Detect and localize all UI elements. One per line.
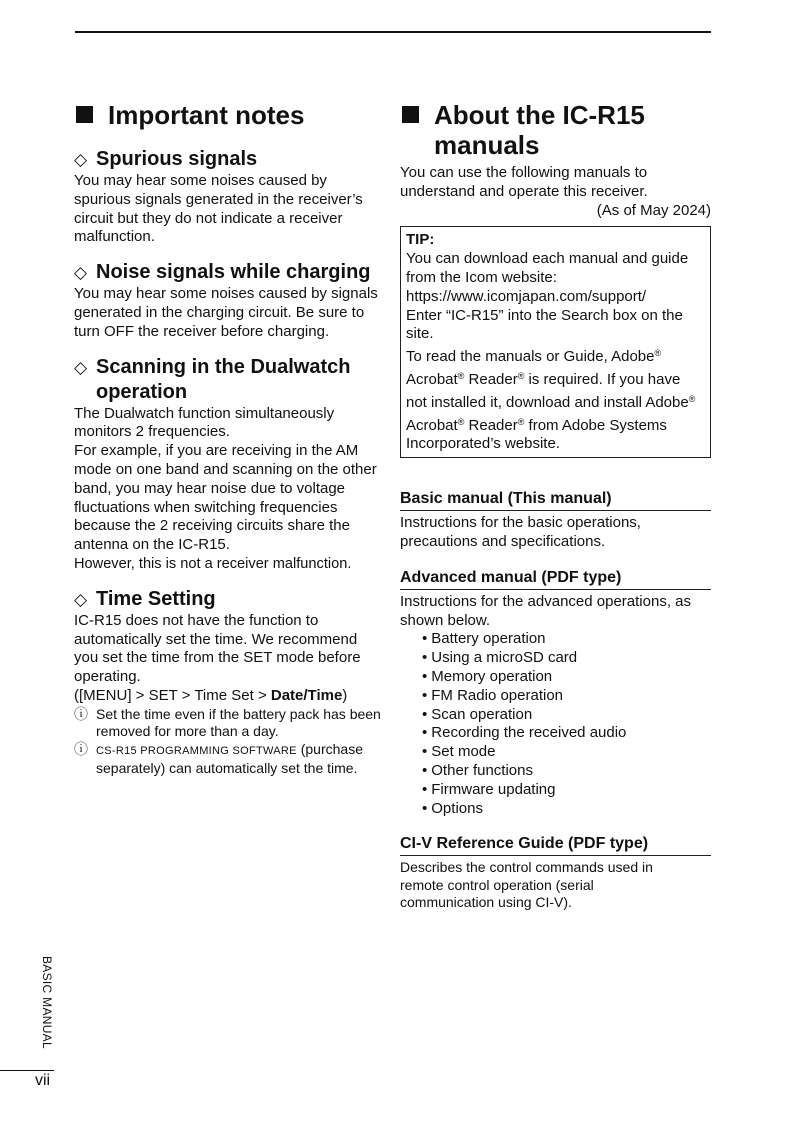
tip-title: TIP:	[406, 231, 435, 249]
side-section-label: BASIC MANUAL	[40, 956, 54, 1049]
time-note-1: ⓘ Set the time even if the battery pack has been removed for more than a day.	[74, 705, 381, 740]
tip-download-text: You can download each manual and guide from the Icom website:	[406, 250, 689, 286]
as-of-date: (As of May 2024)	[596, 201, 711, 219]
tip-search-text: Enter “IC-R15” into the Search box on the site.	[406, 306, 683, 343]
list-item: • Recording the received audio	[422, 724, 711, 743]
list-item: • Scan operation	[422, 706, 711, 725]
top-rule	[75, 31, 711, 33]
manuals-intro-text: You can use the following manuals to understand and operate this receiver.	[400, 164, 648, 200]
about-manuals-heading: About the IC-R15 manuals	[400, 100, 711, 160]
civ-guide-text: Describes the control commands used in remote control operation (serial communication using CI-V).	[400, 859, 653, 911]
page-number: vii	[35, 1072, 51, 1089]
info-icon: ⓘ	[74, 740, 88, 757]
list-item: • FM Radio operation	[422, 687, 711, 706]
list-item: • Set mode	[422, 743, 711, 762]
list-item: • Using a microSD card	[422, 649, 711, 668]
time-setting-heading: ◇ Time Setting	[74, 587, 216, 610]
time-setting-text: IC-R15 does not have the function to automatically set the time. We recommend you set the time from the SET mode before operating.	[74, 611, 361, 686]
square-bullet-icon	[76, 106, 93, 123]
left-column	[74, 100, 384, 778]
advanced-manual-list	[400, 630, 711, 818]
basic-manual-text: Instructions for the basic operations, precautions and specifications.	[400, 514, 641, 550]
list-item: • Battery operation	[422, 630, 711, 649]
noise-charging-text: You may hear some noises caused by signals generated in the charging circuit. Be sure to turn OFF the receiver before charging.	[74, 285, 378, 340]
diamond-icon: ◇	[74, 150, 88, 169]
diamond-icon: ◇	[74, 589, 88, 609]
time-setting-menu-path: ([MENU] > SET > Time Set > Date/Time)	[74, 686, 348, 704]
right-column	[400, 100, 711, 912]
info-icon: ⓘ	[74, 705, 88, 722]
diamond-icon: ◇	[74, 357, 88, 377]
list-item: • Options	[422, 800, 711, 819]
advanced-manual-heading: Advanced manual (PDF type)	[400, 568, 711, 590]
time-note-2: ⓘ CS-R15 PROGRAMMING SOFTWARE (purchase separately) can automatically set the time.	[74, 740, 363, 777]
square-bullet-icon	[402, 106, 419, 123]
civ-guide-heading: CI-V Reference Guide (PDF type)	[400, 834, 711, 856]
dualwatch-heading: ◇ Scanning in the Dualwatch operation	[74, 355, 351, 403]
tip-url-link[interactable]: https://www.icomjapan.com/support/	[406, 287, 647, 305]
important-notes-heading: Important notes	[74, 100, 384, 130]
dualwatch-text-1: The Dualwatch function simultaneously monitors 2 frequencies.	[74, 404, 335, 441]
advanced-manual-text: Instructions for the advanced operations, as shown below.	[400, 592, 692, 629]
list-item: • Firmware updating	[422, 781, 711, 800]
tip-adobe-text: To read the manuals or Guide, Adobe® Acrobat® Reader® is required. If you have not installed it, download and install Adobe® Acrobat® Reader® from Adobe Systems Incorporated’s website.	[406, 348, 696, 453]
noise-charging-heading: ◇ Noise signals while charging	[74, 261, 371, 284]
list-item: • Other functions	[422, 762, 711, 781]
page-number-rule	[0, 1070, 54, 1071]
dualwatch-text-3: However, this is not a receiver malfunction.	[74, 555, 352, 572]
dualwatch-text-2: For example, if you are receiving in the AM mode on one band and scanning on the other band, you may hear noise due to voltage fluctuations when switching frequencies because the 2 receiving circuits share the antenna on the IC-R15.	[74, 442, 377, 554]
diamond-icon: ◇	[74, 263, 88, 283]
list-item: • Memory operation	[422, 668, 711, 687]
spurious-signals-heading: ◇ Spurious signals	[74, 148, 258, 170]
spurious-signals-text: You may hear some noises caused by spurious signals generated in the receiver’s circuit but they do not indicate a receiver malfunction.	[74, 172, 363, 246]
basic-manual-heading: Basic manual (This manual)	[400, 489, 711, 511]
tip-box	[400, 226, 711, 458]
